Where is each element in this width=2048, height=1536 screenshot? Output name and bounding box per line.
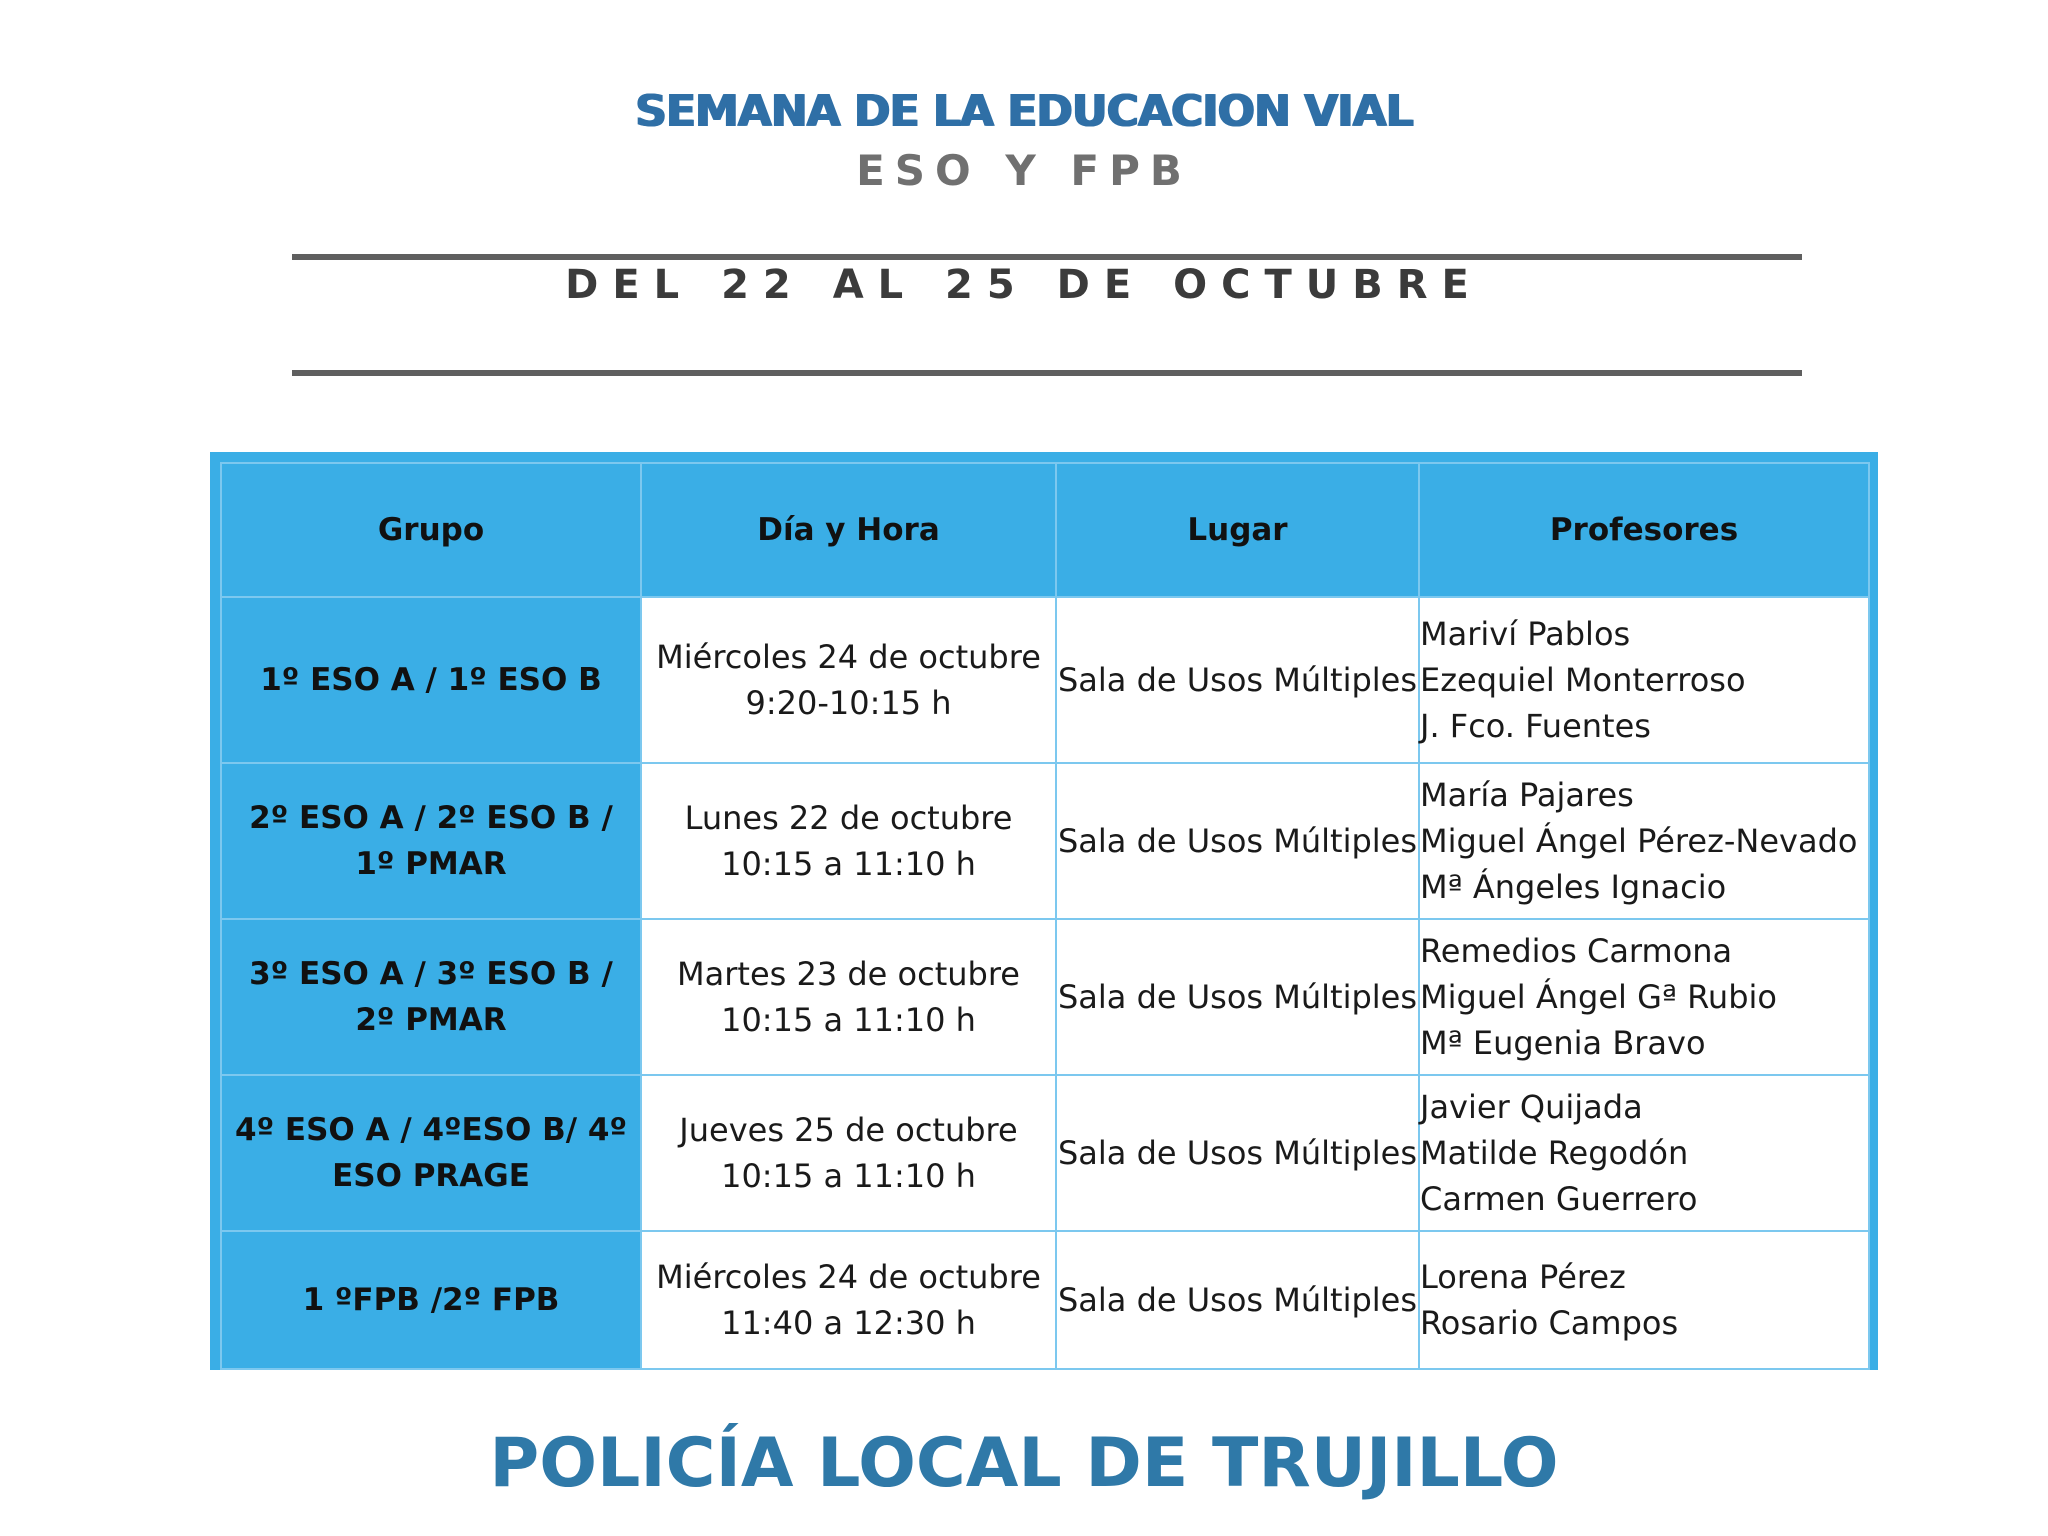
dia-text: Miércoles 24 de octubre — [656, 1258, 1041, 1296]
hora-text: 10:15 a 11:10 h — [721, 1001, 976, 1039]
lugar-cell — [1056, 919, 1419, 1075]
table-row — [221, 919, 1869, 1075]
hora-text: 10:15 a 11:10 h — [721, 1157, 976, 1195]
profesores-cell — [1419, 1075, 1869, 1231]
dia-hora-cell — [641, 597, 1056, 763]
profesor-name: Ezequiel Monterroso — [1420, 661, 1746, 699]
grupo-cell — [221, 597, 641, 763]
top-rule-divider — [292, 254, 1802, 260]
column-header-profesores: Profesores — [1419, 463, 1869, 597]
date-range-heading: DEL 22 AL 25 DE OCTUBRE — [565, 262, 1483, 308]
grupo-text: 2º PMAR — [355, 1002, 507, 1038]
grupo-text: ESO PRAGE — [332, 1158, 530, 1194]
grupo-text: 1 ºFPB /2º FPB — [302, 1282, 560, 1318]
document-subtitle: ESO Y FPB — [856, 146, 1192, 195]
document-title: SEMANA DE LA EDUCACION VIAL — [635, 86, 1413, 137]
profesor-name: Miguel Ángel Pérez-Nevado — [1420, 822, 1858, 860]
lugar-text: Sala de Usos Múltiples — [1057, 1281, 1418, 1319]
lugar-text: Sala de Usos Múltiples — [1057, 1134, 1418, 1172]
grupo-cell — [221, 1231, 641, 1369]
dia-hora-cell — [641, 919, 1056, 1075]
table-header-row — [221, 463, 1869, 597]
table-row — [221, 1231, 1869, 1369]
column-header-grupo: Grupo — [221, 463, 641, 597]
dia-hora-cell — [641, 763, 1056, 919]
lugar-text: Sala de Usos Múltiples — [1057, 661, 1418, 699]
hora-text: 10:15 a 11:10 h — [721, 845, 976, 883]
grupo-cell — [221, 919, 641, 1075]
profesor-name: J. Fco. Fuentes — [1420, 707, 1651, 745]
profesor-name: María Pajares — [1420, 776, 1634, 814]
hora-text: 11:40 a 12:30 h — [721, 1304, 976, 1342]
profesor-name: Lorena Pérez — [1420, 1258, 1626, 1296]
table-row — [221, 763, 1869, 919]
grupo-cell — [221, 763, 641, 919]
schedule-table — [220, 462, 1870, 1370]
dia-text: Jueves 25 de octubre — [679, 1111, 1018, 1149]
schedule-table-frame — [210, 452, 1878, 1370]
lugar-text: Sala de Usos Múltiples — [1057, 978, 1418, 1016]
profesor-name: Javier Quijada — [1420, 1088, 1643, 1126]
profesores-cell — [1419, 597, 1869, 763]
profesores-cell — [1419, 919, 1869, 1075]
grupo-cell — [221, 1075, 641, 1231]
hora-text: 9:20-10:15 h — [745, 684, 952, 722]
column-header-dia-hora: Día y Hora — [641, 463, 1056, 597]
column-header-lugar: Lugar — [1056, 463, 1419, 597]
grupo-text: 1º PMAR — [355, 846, 507, 882]
profesor-name: Remedios Carmona — [1420, 932, 1733, 970]
profesor-name: Matilde Regodón — [1420, 1134, 1689, 1172]
profesor-name: Mª Eugenia Bravo — [1420, 1024, 1706, 1062]
profesor-name: Rosario Campos — [1420, 1304, 1679, 1342]
profesor-name: Mariví Pablos — [1420, 615, 1631, 653]
footer-organization: POLICÍA LOCAL DE TRUJILLO — [489, 1424, 1559, 1503]
grupo-text: 1º ESO A / 1º ESO B — [260, 662, 602, 698]
grupo-text: 4º ESO A / 4ºESO B/ 4º — [235, 1112, 627, 1148]
table-row — [221, 597, 1869, 763]
lugar-cell — [1056, 1231, 1419, 1369]
lugar-cell — [1056, 763, 1419, 919]
dia-text: Miércoles 24 de octubre — [656, 638, 1041, 676]
dia-hora-cell — [641, 1231, 1056, 1369]
bottom-rule-divider — [292, 370, 1802, 376]
dia-hora-cell — [641, 1075, 1056, 1231]
lugar-cell — [1056, 597, 1419, 763]
grupo-text: 2º ESO A / 2º ESO B / — [249, 800, 613, 836]
grupo-text: 3º ESO A / 3º ESO B / — [249, 956, 613, 992]
dia-text: Martes 23 de octubre — [677, 955, 1020, 993]
lugar-cell — [1056, 1075, 1419, 1231]
profesores-cell — [1419, 1231, 1869, 1369]
dia-text: Lunes 22 de octubre — [684, 799, 1013, 837]
profesores-cell — [1419, 763, 1869, 919]
profesor-name: Mª Ángeles Ignacio — [1420, 868, 1727, 906]
lugar-text: Sala de Usos Múltiples — [1057, 822, 1418, 860]
profesor-name: Carmen Guerrero — [1420, 1180, 1698, 1218]
profesor-name: Miguel Ángel Gª Rubio — [1420, 978, 1777, 1016]
table-row — [221, 1075, 1869, 1231]
